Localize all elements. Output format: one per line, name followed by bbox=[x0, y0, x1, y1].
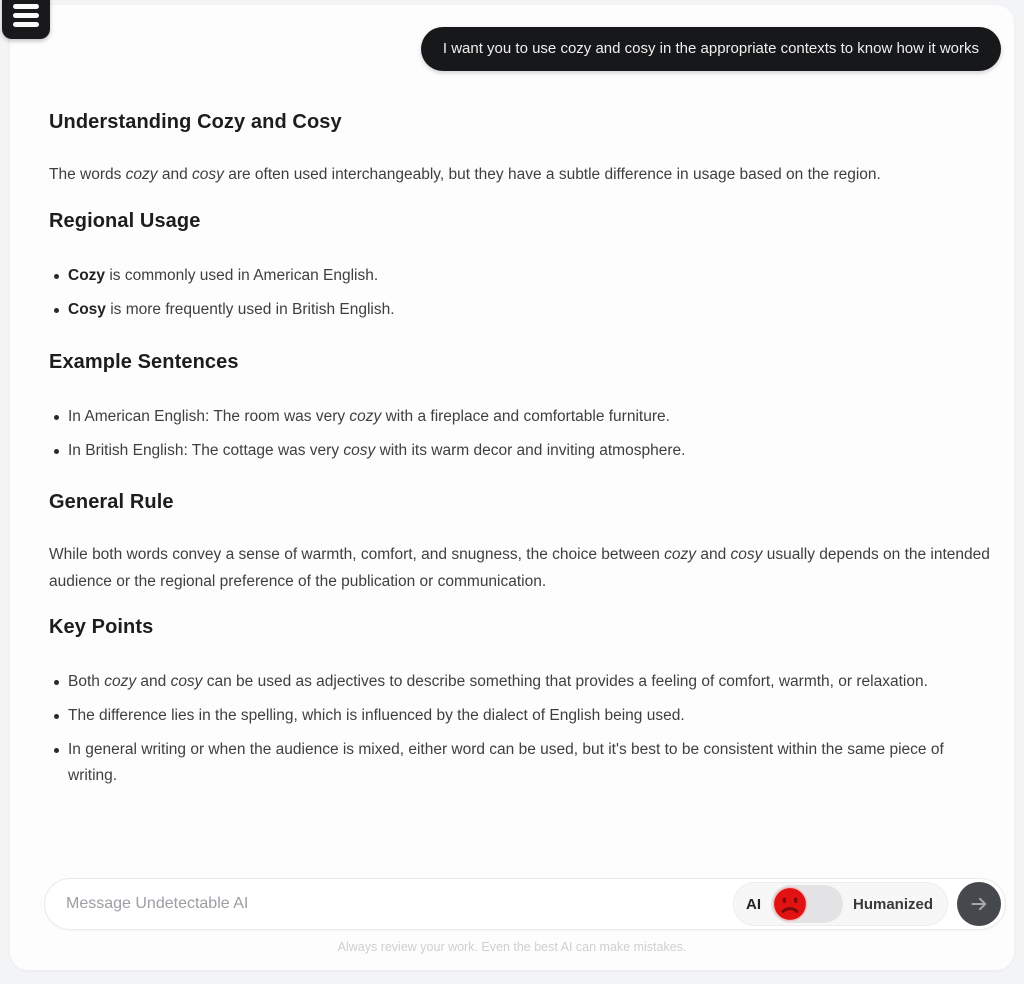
message-title: Understanding Cozy and Cosy bbox=[49, 111, 342, 133]
list-item: In American English: The room was very cozy with a fireplace and comfortable furniture. bbox=[49, 404, 992, 430]
message-input[interactable] bbox=[66, 895, 733, 913]
hamburger-icon bbox=[13, 4, 39, 9]
example-sentences-list bbox=[49, 404, 992, 464]
example-sentences-heading: Example Sentences bbox=[49, 351, 239, 373]
menu-button[interactable] bbox=[2, 0, 50, 39]
list-item: Cosy is more frequently used in British English. bbox=[49, 297, 992, 323]
assistant-message bbox=[10, 111, 1014, 789]
regional-usage-list bbox=[49, 263, 992, 323]
chat-panel bbox=[10, 5, 1014, 970]
user-message-row bbox=[10, 5, 1014, 71]
list-item: Cozy is commonly used in American English. bbox=[49, 263, 992, 289]
sad-face-icon[interactable] bbox=[772, 886, 808, 922]
key-points-list bbox=[49, 669, 992, 789]
regional-usage-heading: Regional Usage bbox=[49, 210, 201, 232]
arrow-right-icon bbox=[969, 894, 989, 914]
toggle-track[interactable] bbox=[771, 885, 843, 923]
humanize-toggle[interactable] bbox=[733, 882, 948, 926]
list-item: In British English: The cottage was very cosy with its warm decor and inviting atmosphere. bbox=[49, 438, 992, 464]
composer bbox=[44, 878, 1006, 930]
user-message-bubble: I want you to use cozy and cosy in the appropriate contexts to know how it works bbox=[421, 27, 1001, 71]
toggle-label-ai[interactable]: AI bbox=[745, 895, 761, 913]
toggle-label-humanized[interactable]: Humanized bbox=[852, 895, 933, 913]
send-button[interactable] bbox=[957, 882, 1001, 926]
list-item: Both cozy and cosy can be used as adjectives to describe something that provides a feeling of comfort, warmth, or relaxation. bbox=[49, 669, 992, 695]
ai-disclaimer: Always review your work. Even the best AI can make mistakes. bbox=[337, 940, 687, 954]
list-item: The difference lies in the spelling, which is influenced by the dialect of English being used. bbox=[49, 703, 992, 729]
general-rule-paragraph: While both words convey a sense of warmth, comfort, and snugness, the choice between cozy and cosy usually depends on the intended audience or the regional preference of the publication or communication. bbox=[49, 546, 990, 590]
general-rule-heading: General Rule bbox=[49, 491, 174, 513]
key-points-heading: Key Points bbox=[49, 616, 154, 638]
list-item: In general writing or when the audience is mixed, either word can be used, but it's best to be consistent within the same piece of writing. bbox=[49, 737, 992, 789]
intro-paragraph: The words cozy and cosy are often used interchangeably, but they have a subtle difference in usage based on the region. bbox=[49, 166, 881, 183]
